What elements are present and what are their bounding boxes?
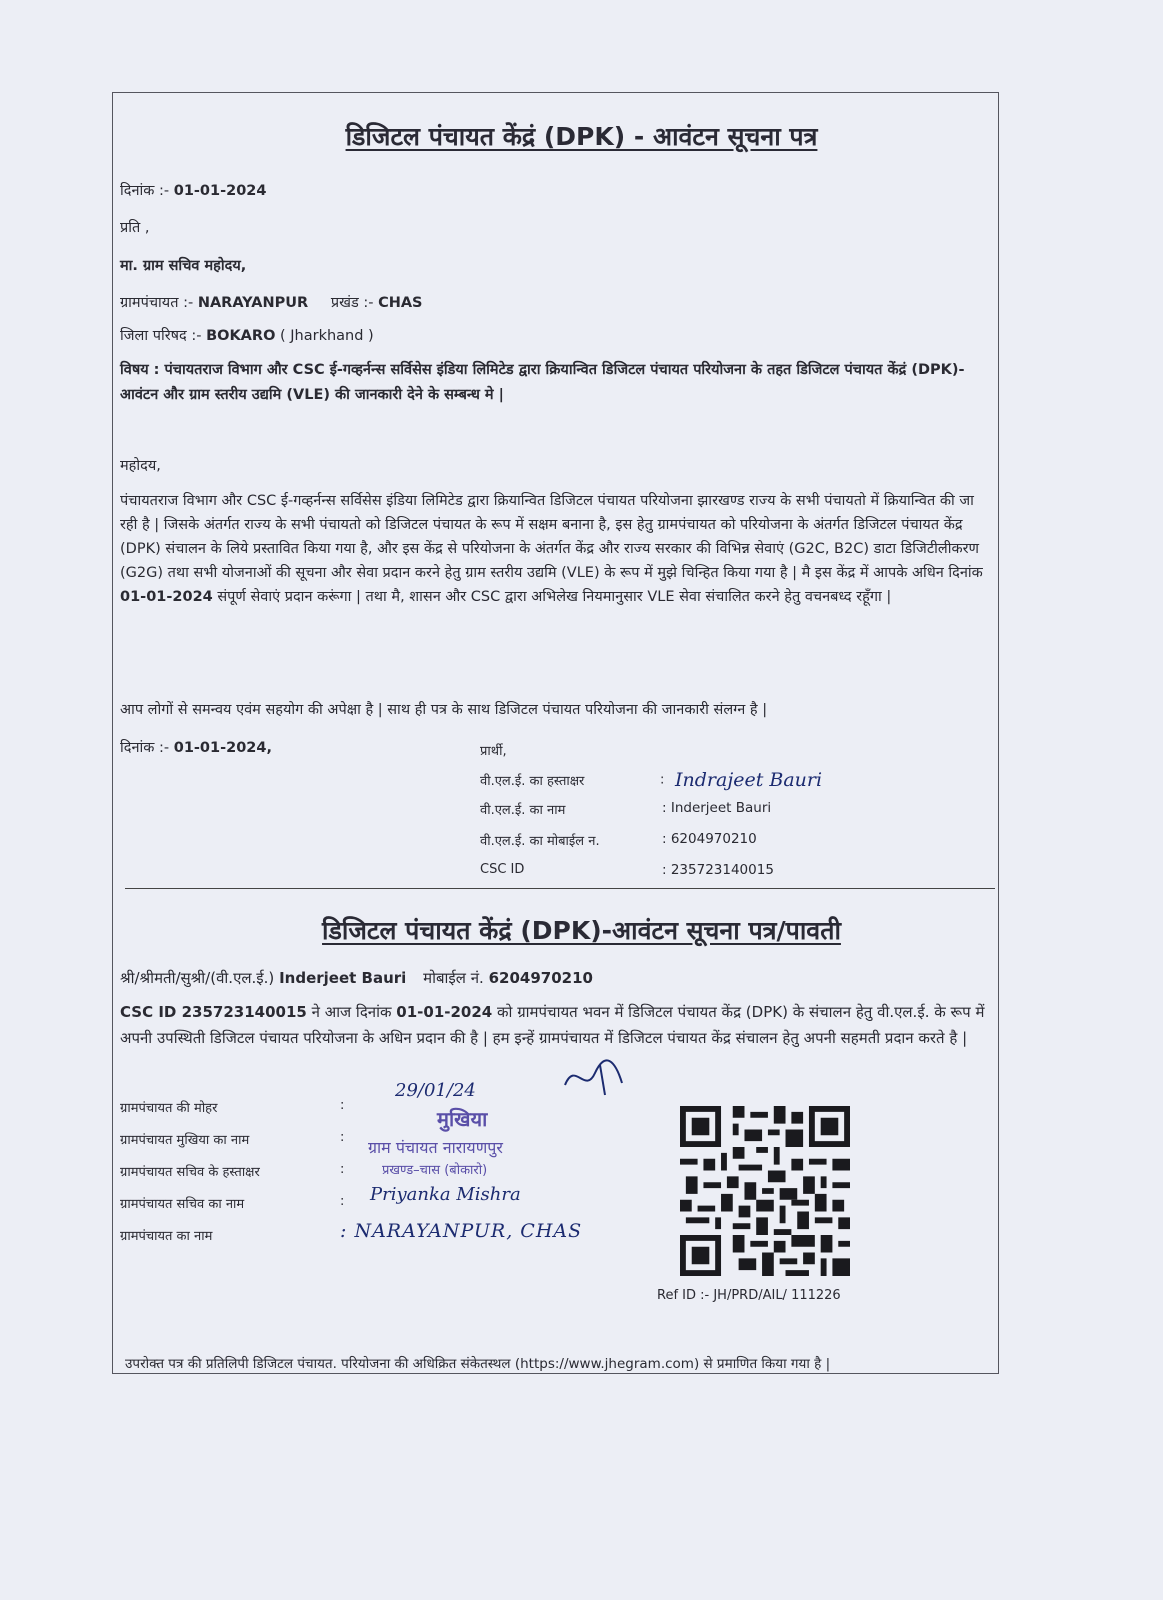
vle-signature: : Indrajeet Bauri: [660, 764, 889, 796]
colon: :: [340, 1130, 345, 1145]
mukhiya-label: ग्रामपंचायत मुखिया का नाम: [120, 1133, 250, 1148]
vle-mobile: : 6204970210: [662, 831, 757, 847]
receipt-name-line: श्री/श्रीमती/सुश्री/(वी.एल.ई.) Inderjeet Bauri मोबाईल नं. 6204970210: [120, 969, 593, 987]
gp-name-label: ग्रामपंचायत का नाम: [120, 1229, 213, 1244]
colon: :: [340, 1194, 345, 1209]
addressee: मा. ग्राम सचिव महोदय,: [120, 258, 247, 274]
letter-date-value: 01-01-2024: [173, 183, 267, 199]
gp-name: : NARAYANPUR, CHAS: [340, 1220, 583, 1242]
csc-id-label: CSC ID: [480, 862, 525, 877]
district-value: BOKARO: [206, 328, 276, 344]
receipt-mobile: 6204970210: [488, 969, 593, 987]
ref-id: Ref ID :- JH/PRD/AIL/ 111226: [657, 1288, 841, 1303]
receipt-csc-id: CSC ID 235723140015: [120, 1003, 307, 1021]
stamp-line1: ग्राम पंचायत नारायणपुर: [368, 1138, 503, 1157]
mukhiya-signature-image: [560, 1055, 630, 1100]
gp-value: NARAYANPUR: [197, 295, 309, 311]
vle-sign-label: वी.एल.ई. का हस्ताक्षर: [480, 774, 585, 789]
section-divider: [125, 888, 995, 889]
closing-date: दिनांक :- 01-01-2024,: [120, 740, 272, 756]
vle-name: : Inderjeet Bauri: [662, 800, 772, 816]
secretary-name: Priyanka Mishra: [370, 1184, 521, 1205]
vle-signature-image: [669, 764, 889, 796]
colon: :: [340, 1162, 345, 1177]
receipt-title: डिजिटल पंचायत केंद्रं (DPK)-आवंटन सूचना पत्र/पावती: [322, 916, 841, 945]
receipt-date: 01-01-2024: [396, 1003, 493, 1021]
vle-name-label: वी.एल.ई. का नाम: [480, 803, 566, 818]
seal-label: ग्रामपंचायत की मोहर: [120, 1101, 218, 1116]
document-border: [112, 92, 999, 1374]
receipt-vle-name: Inderjeet Bauri: [279, 969, 407, 987]
handwritten-date: 29/01/24: [395, 1080, 476, 1101]
body-paragraph: पंचायतराज विभाग और CSC ई-गव्हर्नन्स सर्विसेस इंडिया लिमिटेड द्वारा क्रियान्वित डिजिटल पंचायत परियोजना झारखण्ड राज्य के सभी पंचायतो में क्रियान्वित की जा रही है | जिसके अंतर्गत राज्य के सभी पंचायतो को डिजिटल पंचायत के रूप में सक्षम बनाना है, इस हेतु ग्रामपंचायत को परियोजना के अंतर्गत डिजिटल पंचायत केंद्र (DPK) संचालन के लिये प्रस्तावित किया गया है, और इस केंद्र से परियोजना के अंतर्गत केंद्र और राज्य सरकार की विभिन्न सेवाएं (G2C, B2C) डाटा डिजिटीलीकरण (G2G) तथा सभी योजनाओं की सूचना और सेवा प्रदान करने हेतु ग्राम स्तरीय उद्यमि (VLE) के रूप में मुझे चिन्हित किया गया है | मै इस केंद्र में आपके अधिन दिनांक 01-01-2024 संपूर्ण सेवाएं प्रदान करूंगा | तथा मै, शासन और CSC द्वारा अभिलेख नियमानुसार VLE सेवा संचालित करने हेतु वचनबध्द रहूँगा |: [120, 493, 983, 605]
subject-paragraph: विषय : पंचायतराज विभाग और CSC ई-गव्हर्नन्स सर्विसेस इंडिया लिमिटेड द्वारा क्रियान्वित डिजिटल पंचायत परियोजना के तहत डिजिटल पंचायत केंद्रं (DPK)-आवंटन और ग्राम स्तरीय उद्यमि (VLE) की जानकारी देने के सम्बन्ध मे |: [120, 362, 965, 403]
secretary-sign-label: ग्रामपंचायत सचिव के हस्ताक्षर: [120, 1165, 260, 1180]
applicant-label: प्रार्थी,: [480, 744, 507, 759]
csc-id: : 235723140015: [662, 862, 774, 878]
stamp-title: मुखिया: [437, 1107, 488, 1131]
letter-date: दिनांक :- 01-01-2024: [120, 183, 267, 199]
cooperation-line: आप लोगों से समन्वय एवंम सहयोग की अपेक्षा है | साथ ही पत्र के साथ डिजिटल पंचायत परियोजना की जानकारी संलग्न है |: [120, 702, 768, 718]
colon: :: [340, 1098, 345, 1113]
district-line: जिला परिषद :- BOKARO ( Jharkhand ): [120, 328, 374, 344]
stamp-line2: प्रखण्ड–चास (बोकारो): [382, 1163, 488, 1178]
to-line: प्रति ,: [120, 220, 150, 236]
closing-date-value: 01-01-2024,: [173, 740, 272, 756]
vle-mobile-label: वी.एल.ई. का मोबाईल न.: [480, 834, 600, 849]
svg-text:Indrajeet Bauri: Indrajeet Bauri: [674, 769, 822, 791]
secretary-name-label: ग्रामपंचायत सचिव का नाम: [120, 1197, 245, 1212]
qr-code-icon: [680, 1106, 850, 1276]
salutation: महोदय,: [120, 458, 161, 474]
gp-block-line: ग्रामपंचायत :- NARAYANPUR प्रखंड :- CHAS: [120, 295, 423, 311]
body-date: 01-01-2024: [120, 589, 213, 605]
letter-title: डिजिटल पंचायत केंद्रं (DPK) - आवंटन सूचना पत्र: [345, 122, 818, 151]
block-value: CHAS: [378, 295, 423, 311]
footer-note: उपरोक्त पत्र की प्रतिलिपी डिजिटल पंचायत. परियोजना की अधिक्रित संकेतस्थल (https://www.jhegram.com) से प्रमाणित किया गया है |: [125, 1356, 831, 1372]
receipt-paragraph: CSC ID 235723140015 ने आज दिनांक 01-01-2024 को ग्रामपंचायत भवन में डिजिटल पंचायत केंद्र (DPK) के संचालन हेतु वी.एल.ई. के रूप में अपनी उपस्थिती डिजिटल पंचायत परियोजना के अधिन प्रदान की है | हम इन्हें ग्रामपंचायत में डिजिटल पंचायत केंद्र संचालन हेतु अपनी सहमती प्रदान करते है |: [120, 1003, 985, 1047]
